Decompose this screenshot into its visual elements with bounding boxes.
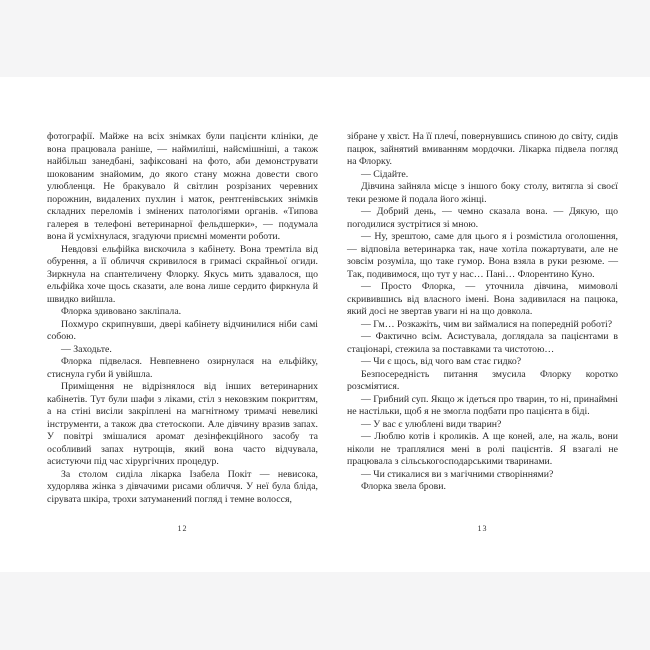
paragraph: Приміщення не відрізнялося від інших ветеринарних кабінетів. Тут були шафи з ліками, стіл з нековзким покриттям, а на стіні висіли закріплені на магнітному тримачі невеликі інструменти, а також два стетоскопи. Але дівчину вразив запах. У повітрі змішалися аромат дезінфекційного засобу та особливий запах нутрощів, який вона часто відчувала, асистуючи під час хірургічних процедур.	[47, 381, 318, 467]
paragraph: — У вас є улюблені види тварин?	[361, 418, 502, 430]
paragraph: Флорка звела брови.	[361, 481, 446, 492]
paragraph: — Просто Флорка, — уточнила дівчина, мимоволі скривившись від власного імені. Вона задивилася на пацюка, який досі не звертав уваги ні на що довкола.	[347, 281, 618, 317]
paragraph: — Чи є щось, від чого вам стає гидко?	[361, 356, 522, 367]
paragraph: Безпосередність питання змусила Флорку коротко розсміятися.	[347, 368, 618, 392]
left-page-number: 12	[177, 524, 188, 533]
paragraph: Флорка здивовано закліпала.	[61, 306, 182, 317]
paragraph: — Грибний суп. Якщо ж ідеться про тварин, то ні, принаймні не настільки, щоб я не змогла подбати про пацієнта в біді.	[347, 393, 619, 417]
paragraph: — Добрий день, — чемно сказала вона. — Дякую, що погодилися зустрітися зі мною.	[347, 206, 618, 230]
paragraph: — Сідайте.	[361, 168, 409, 180]
paragraph: — Заходьте.	[61, 343, 112, 355]
left-page-text	[47, 131, 318, 506]
paragraph: — Гм… Розкажіть, чим ви займалися на попередній роботі?	[361, 318, 613, 330]
paragraph: Дівчина зайняла місце з іншого боку столу, витягла зі своєї теки резюме й подала його жінці.	[347, 181, 618, 205]
paragraph: Флорка підвелася. Невпевнено озирнулася на ельфійку, стиснула губи й увійшла.	[47, 356, 318, 380]
right-page-text	[347, 131, 618, 494]
paragraph: фотографії. Майже на всіх знімках були пацієнти клініки, де вона працювала раніше, — наймиліші, найсмішніші, а також найбільш занедбані, зафіксовані на фото, аби демонструвати шокованим знайомим, до якого стану можна довести свого улюбленця. Не бракувало й світлин розрізаних черевних порожнин, видалених пухлин і маток, рентгенівських знімків складних переломів і змінених патологіями органів. «Типова галерея в телефоні ветеринарної фельдшерки», — подумала вона й усміхнулася, згадуючи приємні моменти роботи.	[47, 131, 318, 242]
paragraph: зібране у хвіст. На її плечі́, повернувшись спиною до світу, сидів пацюк, зайнятий вмиванням мордочки. Лікарка підвела погляд на Флорку.	[347, 131, 618, 167]
paragraph: Похмуро скрипнувши, двері кабінету відчинилися ніби самі собою.	[47, 318, 318, 342]
paragraph: — Чи стикалися ви з магічними створіннями?	[361, 468, 554, 480]
paragraph: — Ну, зрештою, саме для цього я і розмістила оголошення, — відповіла ветеринарка так, наче хотіла пожартувати, але не зовсім розуміла, що таке гумор. Вона взяла в руки резюме. — Так, подивимося, що тут у нас… Пані… Флорентино Куно.	[347, 231, 618, 280]
paragraph: — Фактично всім. Асистувала, доглядала за пацієнтами в стаціонарі, стежила за поставками та чистотою…	[347, 331, 618, 355]
paragraph: — Люблю котів і кроликів. А ще коней, але, на жаль, вони ніколи не траплялися мені в ролі пацієнтів. Я взагалі не працювала з сільськогосподарськими тваринами.	[347, 431, 618, 467]
paragraph: За столом сиділа лікарка Ізабела Покіт — невисока, худорлява жінка з дівчачими рисами обличчя. У неї була бліда, сірувата шкіра, трохи затуманений погляд і темне волосся,	[47, 468, 318, 505]
right-page-number: 13	[477, 524, 488, 533]
paragraph: Невдовзі ельфійка вискочила з кабінету. Вона тремтіла від обурення, а її обличчя скривилося в гримасі скрайньої огиди. Зиркнула на спантеличену Флорку. Якусь мить здавалося, що ельфійка хоче щось сказати, але вона лише сердито фиркнула й швидко вийшла.	[47, 243, 318, 305]
book-spread	[0, 77, 650, 572]
